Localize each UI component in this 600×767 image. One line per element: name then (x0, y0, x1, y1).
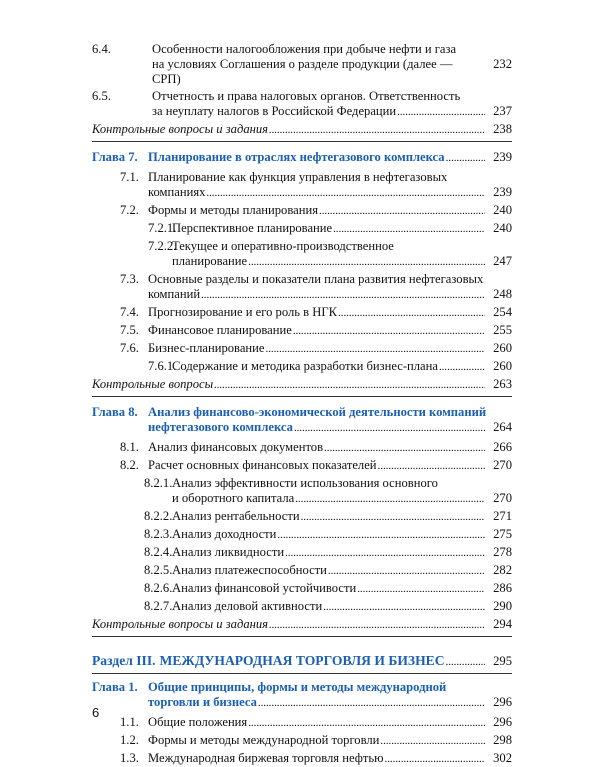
entry-page: 247 (493, 254, 512, 268)
toc-entry-6-5[interactable] (92, 89, 512, 120)
toc-entry-7-4[interactable] (92, 305, 512, 321)
page-number: 6 (92, 705, 100, 720)
leader-dots (269, 122, 485, 138)
entry-number: 7.4. (120, 305, 139, 319)
entry-number: 7.3. (120, 272, 139, 286)
entry-page: 238 (493, 122, 512, 136)
entry-page: 296 (493, 695, 512, 709)
entry-page: 298 (493, 733, 512, 747)
entry-number: 8.2.5. (144, 563, 173, 577)
entry-text: Контрольные вопросы (92, 377, 214, 391)
leader-dots (248, 715, 485, 731)
entry-page: 271 (493, 509, 512, 523)
entry-page: 278 (493, 545, 512, 559)
divider (92, 673, 512, 674)
entry-page: 296 (493, 715, 512, 729)
leader-dots (248, 254, 485, 270)
entry-number: 8.1. (120, 440, 139, 454)
toc-entry-review-questions[interactable] (92, 617, 512, 633)
entry-number: 7.2.1. (148, 221, 177, 235)
entry-text: МЕЖДУНАРОДНАЯ ТОРГОВЛЯ И БИЗНЕС (159, 653, 445, 668)
entry-text: Анализ финансово-экономической деятельности компаний (148, 405, 487, 419)
entry-page: 275 (493, 527, 512, 541)
entry-text: Анализ доходности (172, 527, 277, 541)
entry-number: 7.6. (120, 341, 139, 355)
entry-page: 294 (493, 617, 512, 631)
leader-dots (301, 509, 485, 525)
entry-page: 240 (493, 203, 512, 217)
leader-dots (258, 695, 485, 711)
toc-entry-7-2-2[interactable] (92, 239, 512, 270)
entry-text: торговли и бизнеса (148, 695, 257, 709)
leader-dots (439, 359, 485, 375)
toc-entry-7-5[interactable] (92, 323, 512, 339)
entry-page: 248 (493, 287, 512, 301)
entry-number: 7.2. (120, 203, 139, 217)
toc-entry-8-2-6[interactable] (92, 581, 512, 597)
entry-text: Общие принципы, формы и методы международной (148, 680, 447, 694)
entry-text: Контрольные вопросы и задания (92, 122, 269, 136)
entry-page: 240 (493, 221, 512, 235)
entry-page: 232 (493, 57, 512, 71)
leader-dots (380, 733, 485, 749)
entry-text: и оборотного капитала (172, 491, 295, 505)
entry-page: 266 (493, 440, 512, 454)
entry-text: Анализ рентабельности (172, 509, 300, 523)
entry-number: 7.1. (120, 170, 139, 184)
leader-dots (285, 545, 485, 561)
entry-number: 6.5. (92, 89, 111, 103)
entry-number: 7.6.1. (148, 359, 177, 373)
entry-text: Планирование как функция управления в нефтегазовых (148, 170, 448, 184)
entry-text: Анализ финансовых документов (148, 440, 324, 454)
entry-page: 295 (493, 654, 512, 668)
leader-dots (201, 287, 485, 303)
entry-number: Глава 8. (92, 405, 138, 419)
leader-dots (324, 440, 485, 456)
entry-number: Глава 1. (92, 680, 138, 694)
toc-entry-8-2-3[interactable] (92, 527, 512, 543)
entry-text: Перспективное планирование (172, 221, 333, 235)
leader-dots (378, 458, 485, 474)
toc-entry-7-3[interactable] (92, 272, 512, 303)
leader-dots (206, 185, 485, 201)
entry-number: 1.1. (120, 715, 139, 729)
entry-text: Анализ эффективности использования основного (172, 476, 438, 490)
leader-dots (214, 377, 485, 393)
leader-dots (269, 617, 485, 633)
leader-dots (294, 420, 485, 436)
entry-page: 286 (493, 581, 512, 595)
toc-section-3[interactable] (92, 653, 512, 670)
entry-number: 8.2.2. (144, 509, 173, 523)
leader-dots (277, 527, 485, 543)
toc-chapter-1[interactable] (92, 680, 512, 711)
leader-dots (295, 491, 485, 507)
entry-text: Общие положения (148, 715, 248, 729)
entry-text: Формы и методы международной торговли (148, 733, 380, 747)
entry-text: Отчетность и права налоговых органов. Ответственность (152, 89, 461, 103)
entry-text: планирование (172, 254, 248, 268)
leader-dots (338, 305, 485, 321)
toc-entry-8-2-1[interactable] (92, 476, 512, 507)
entry-text: Содержание и методика разработки бизнес-плана (172, 359, 438, 373)
entry-page: 239 (493, 185, 512, 199)
entry-page: 264 (493, 420, 512, 434)
toc-entry-review-questions[interactable] (92, 377, 512, 393)
leader-dots (333, 221, 485, 237)
leader-dots (319, 203, 485, 219)
toc-entry-1-2[interactable] (92, 733, 512, 749)
toc-entry-review-questions[interactable] (92, 122, 512, 138)
toc-entry-8-2-2[interactable] (92, 509, 512, 525)
divider (92, 141, 512, 142)
leader-dots (323, 599, 485, 615)
entry-page: 263 (493, 377, 512, 391)
toc-entry-7-2[interactable] (92, 203, 512, 219)
entry-number: 8.2.7. (144, 599, 173, 613)
toc-entry-6-4[interactable] (92, 42, 512, 87)
leader-dots (385, 751, 485, 767)
leader-dots (446, 150, 485, 166)
entry-number: 8.2.4. (144, 545, 173, 559)
entry-text: за неуплату налогов в Российской Федерации (152, 104, 397, 118)
entry-number: 8.2.6. (144, 581, 173, 595)
entry-page: 239 (493, 150, 512, 164)
entry-page: 282 (493, 563, 512, 577)
entry-number: 6.4. (92, 42, 111, 56)
toc-entry-8-1[interactable] (92, 440, 512, 456)
entry-number: 8.2.3. (144, 527, 173, 541)
leader-dots (446, 654, 485, 670)
toc-entry-1-3[interactable] (92, 751, 512, 767)
divider (92, 396, 512, 397)
entry-page: 237 (493, 104, 512, 118)
entry-text: компаний (148, 287, 201, 301)
entry-text: нефтегазового комплекса (148, 420, 293, 434)
toc-entry-1-1[interactable] (92, 715, 512, 731)
entry-number: 7.2.2. (148, 239, 177, 253)
toc-entry-7-1[interactable] (92, 170, 512, 201)
entry-text: Бизнес-планирование (148, 341, 265, 355)
entry-number: 1.3. (120, 751, 139, 765)
entry-text: Анализ платежеспособности (172, 563, 327, 577)
table-of-contents (92, 42, 512, 767)
toc-entry-8-2[interactable] (92, 458, 512, 474)
entry-number: 8.2. (120, 458, 139, 472)
toc-entry-8-2-4[interactable] (92, 545, 512, 561)
leader-dots (266, 341, 486, 357)
toc-entry-7-6-1[interactable] (92, 359, 512, 375)
entry-text: Формы и методы планирования (148, 203, 318, 217)
entry-page: 270 (493, 491, 512, 505)
entry-page: 255 (493, 323, 512, 337)
entry-text: Основные разделы и показатели плана развития нефтегазовых (148, 272, 484, 286)
entry-number: Глава 7. (92, 150, 138, 164)
entry-number: Раздел III. (92, 653, 156, 668)
entry-text: Международная биржевая торговля нефтью (148, 751, 384, 765)
toc-entry-8-2-7[interactable] (92, 599, 512, 615)
entry-page: 302 (493, 751, 512, 765)
leader-dots (293, 323, 485, 339)
toc-chapter-7[interactable] (92, 150, 512, 166)
entry-text: Анализ ликвидности (172, 545, 285, 559)
entry-text: Контрольные вопросы и задания (92, 617, 269, 631)
entry-text: Прогнозирование и его роль в НГК (148, 305, 338, 319)
leader-dots (357, 581, 485, 597)
entry-page: 290 (493, 599, 512, 613)
entry-page: 254 (493, 305, 512, 319)
entry-text: компаниях (148, 185, 206, 199)
toc-entry-7-6[interactable] (92, 341, 512, 357)
entry-text: на условиях Соглашения о разделе продукции (далее — СРП) (152, 57, 453, 86)
leader-dots (328, 563, 485, 579)
divider (92, 636, 512, 637)
entry-text: Анализ финансовой устойчивости (172, 581, 357, 595)
leader-dots (397, 104, 485, 120)
toc-entry-7-2-1[interactable] (92, 221, 512, 237)
entry-text: Анализ деловой активности (172, 599, 323, 613)
entry-number: 8.2.1. (144, 476, 173, 490)
entry-text: Расчет основных финансовых показателей (148, 458, 377, 472)
entry-page: 260 (493, 341, 512, 355)
entry-text: Особенности налогообложения при добыче нефти и газа (152, 42, 457, 56)
toc-chapter-8[interactable] (92, 405, 512, 436)
entry-number: 7.5. (120, 323, 139, 337)
entry-text: Финансовое планирование (148, 323, 292, 337)
entry-text: Текущее и оперативно-производственное (172, 239, 394, 253)
entry-number: 1.2. (120, 733, 139, 747)
entry-page: 260 (493, 359, 512, 373)
entry-text: Планирование в отраслях нефтегазового комплекса (148, 150, 445, 164)
entry-page: 270 (493, 458, 512, 472)
toc-entry-8-2-5[interactable] (92, 563, 512, 579)
